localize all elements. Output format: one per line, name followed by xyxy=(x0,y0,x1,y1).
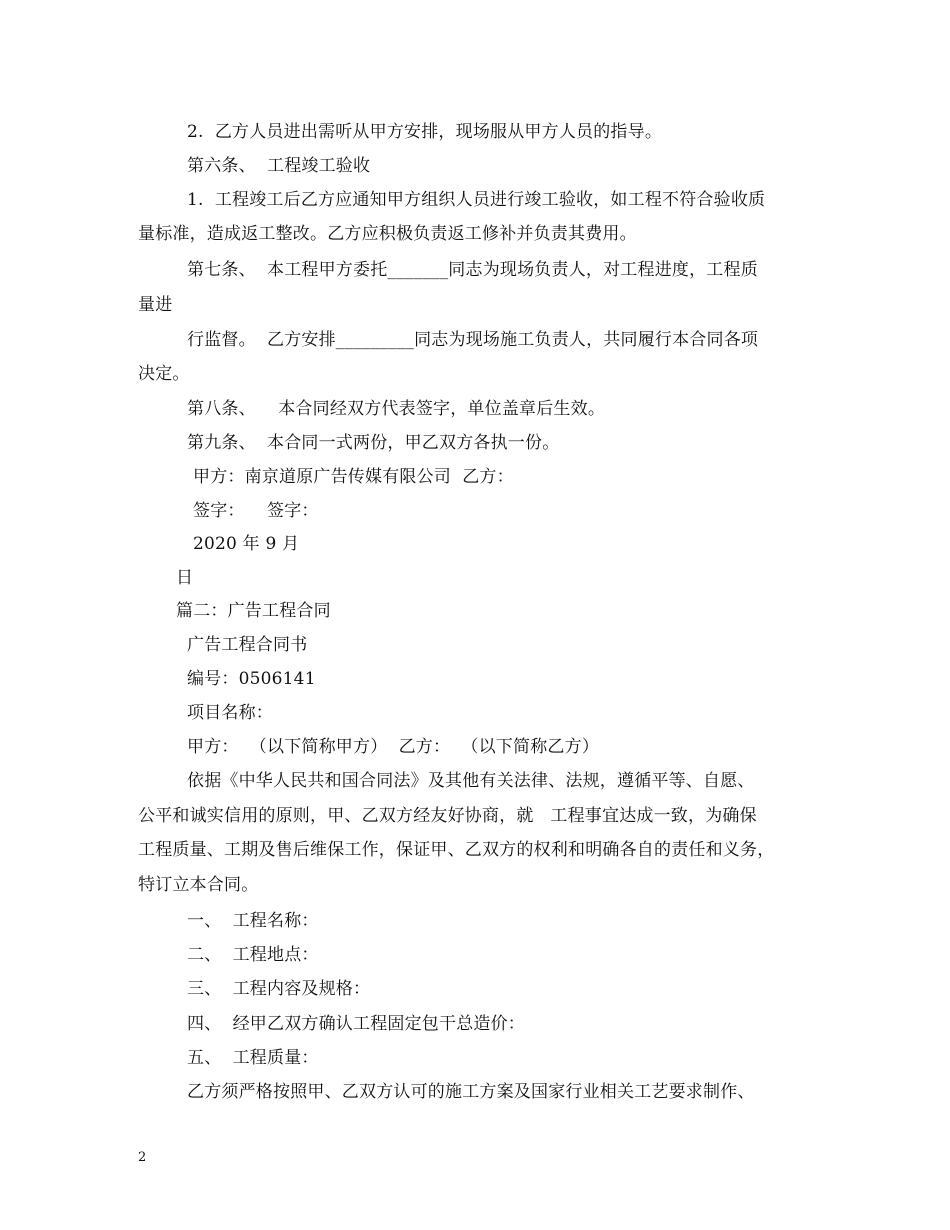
text-line: 五、 工程质量： xyxy=(187,1048,319,1068)
text-line: 依据《中华人民共和国合同法》及其他有关法律、法规，遵循平等、自愿、 xyxy=(187,771,755,791)
text-line: 项目名称： xyxy=(187,703,273,723)
text-line: 第八条、 本合同经双方代表签字，单位盖章后生效。 xyxy=(187,399,606,419)
text-line: 甲方：南京道原广告传媒有限公司 乙方： xyxy=(193,467,514,487)
text-line: 1. 工程竣工后乙方应通知甲方组织人员进行竣工验收，如工程不符合验收质 xyxy=(187,190,766,210)
text-line: 第六条、 工程竣工验收 xyxy=(187,156,371,176)
text-line: 第九条、 本合同一式两份，甲乙双方各执一份。 xyxy=(187,433,560,453)
text-line: 量进 xyxy=(138,295,173,315)
text-line: 二、 工程地点： xyxy=(187,945,319,965)
text-line: 广告工程合同书 xyxy=(187,635,308,655)
text-line: 三、 工程内容及规格： xyxy=(187,979,371,999)
text-line: 编号：0506141 xyxy=(187,669,316,689)
text-line: 篇二：广告工程合同 xyxy=(176,601,331,621)
text-line: 2. 乙方人员进出需听从甲方安排，现场服从甲方人员的指导。 xyxy=(187,122,663,142)
text-line: 量标准，造成返工整改。乙方应积极负责返工修补并负责其费用。 xyxy=(138,224,637,244)
text-line: 特订立本合同。 xyxy=(138,875,259,895)
page-number: 2 xyxy=(138,1150,147,1165)
text-line: 行监督。 乙方安排_________同志为现场施工负责人，共同履行本合同各项 xyxy=(187,330,759,350)
text-line: 第七条、 本工程甲方委托_______同志为现场负责人，对工程进度，工程质 xyxy=(187,260,758,280)
text-line: 签字： 签字： xyxy=(193,501,319,521)
text-line: 一、 工程名称： xyxy=(187,911,319,931)
text-line: 决定。 xyxy=(138,364,190,384)
text-line: 公平和诚实信用的原则，甲、乙双方经友好协商，就 工程事宜达成一致，为确保 xyxy=(138,806,757,826)
text-line: 日 xyxy=(176,568,194,588)
text-line: 工程质量、工期及售后维保工作，保证甲、乙双方的权利和明确各自的责任和义务， xyxy=(138,840,775,860)
text-line: 四、 经甲乙双方确认工程固定包干总造价： xyxy=(187,1014,526,1034)
text-line: 甲方： （以下简称甲方） 乙方： （以下简称乙方） xyxy=(187,737,600,757)
text-line: 2020 年 9 月 xyxy=(193,534,300,554)
text-line: 乙方须严格按照甲、乙双方认可的施工方案及国家行业相关工艺要求制作、 xyxy=(187,1082,755,1102)
